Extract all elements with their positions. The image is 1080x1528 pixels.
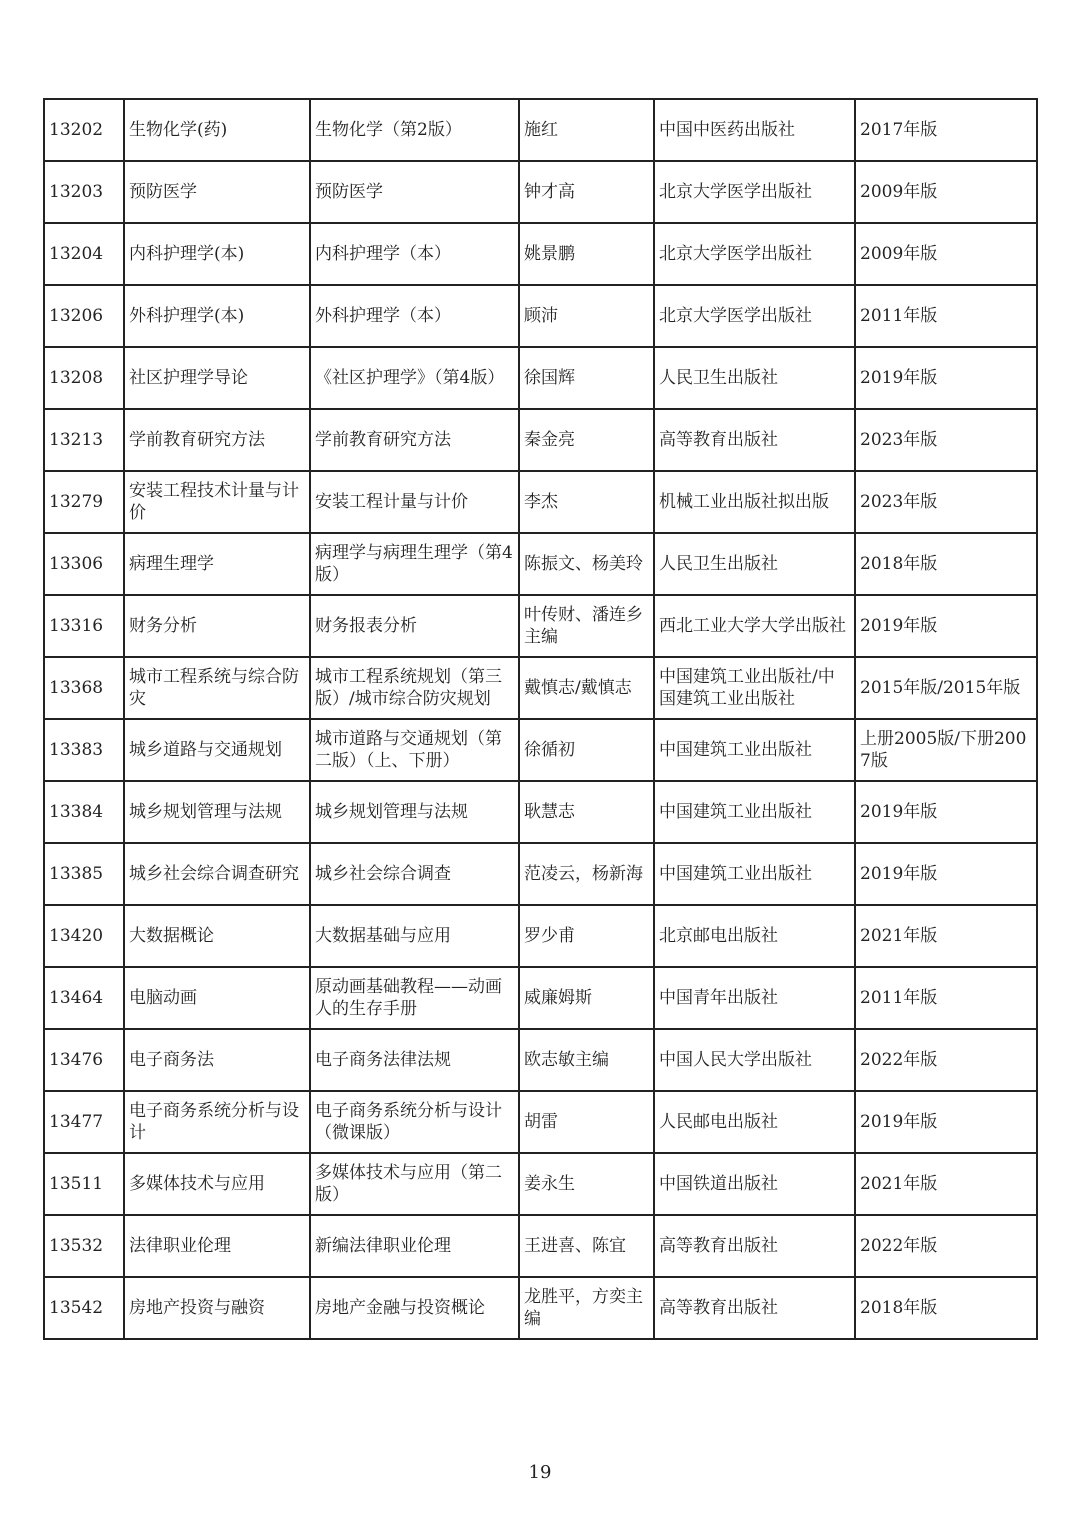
course-name-cell: 社区护理学导论 [124,347,310,409]
table-row [44,409,1037,471]
course-code-cell: 13385 [44,843,124,905]
edition-cell: 2009年版 [855,223,1037,285]
course-code-cell: 13204 [44,223,124,285]
textbook-title-cell: 新编法律职业伦理 [310,1215,519,1277]
publisher-cell: 中国建筑工业出版社 [654,719,855,781]
textbook-title-cell: 电子商务系统分析与设计（微课版） [310,1091,519,1153]
edition-cell: 2023年版 [855,471,1037,533]
edition-cell: 2009年版 [855,161,1037,223]
author-cell: 徐国辉 [519,347,654,409]
author-cell: 欧志敏主编 [519,1029,654,1091]
table-row [44,657,1037,719]
publisher-cell: 人民卫生出版社 [654,533,855,595]
publisher-cell: 人民邮电出版社 [654,1091,855,1153]
author-cell: 耿慧志 [519,781,654,843]
textbook-title-cell: 原动画基础教程——动画人的生存手册 [310,967,519,1029]
author-cell: 范凌云，杨新海 [519,843,654,905]
publisher-cell: 西北工业大学大学出版社 [654,595,855,657]
course-code-cell: 13208 [44,347,124,409]
table-row [44,471,1037,533]
course-code-cell: 13383 [44,719,124,781]
table-body [44,99,1037,1339]
textbook-title-cell: 电子商务法律法规 [310,1029,519,1091]
course-code-cell: 13213 [44,409,124,471]
table-row [44,781,1037,843]
textbook-title-cell: 城市道路与交通规划（第二版）（上、下册） [310,719,519,781]
edition-cell: 2021年版 [855,1153,1037,1215]
course-code-cell: 13464 [44,967,124,1029]
course-code-cell: 13511 [44,1153,124,1215]
edition-cell: 2015年版/2015年版 [855,657,1037,719]
course-code-cell: 13203 [44,161,124,223]
publisher-cell: 中国青年出版社 [654,967,855,1029]
course-name-cell: 城乡道路与交通规划 [124,719,310,781]
course-textbook-table [43,98,1038,1340]
course-name-cell: 法律职业伦理 [124,1215,310,1277]
publisher-cell: 中国人民大学出版社 [654,1029,855,1091]
publisher-cell: 人民卫生出版社 [654,347,855,409]
course-name-cell: 外科护理学(本) [124,285,310,347]
course-name-cell: 学前教育研究方法 [124,409,310,471]
edition-cell: 2018年版 [855,1277,1037,1339]
publisher-cell: 机械工业出版社拟出版 [654,471,855,533]
edition-cell: 2019年版 [855,347,1037,409]
publisher-cell: 高等教育出版社 [654,409,855,471]
author-cell: 王进喜、陈宜 [519,1215,654,1277]
course-name-cell: 电脑动画 [124,967,310,1029]
table-row [44,1215,1037,1277]
author-cell: 顾沛 [519,285,654,347]
course-name-cell: 城市工程系统与综合防灾 [124,657,310,719]
course-code-cell: 13477 [44,1091,124,1153]
author-cell: 胡雷 [519,1091,654,1153]
table-row [44,719,1037,781]
course-code-cell: 13384 [44,781,124,843]
publisher-cell: 北京大学医学出版社 [654,285,855,347]
edition-cell: 2021年版 [855,905,1037,967]
edition-cell: 2019年版 [855,595,1037,657]
table-row [44,285,1037,347]
textbook-title-cell: 房地产金融与投资概论 [310,1277,519,1339]
course-name-cell: 财务分析 [124,595,310,657]
textbook-title-cell: 预防医学 [310,161,519,223]
publisher-cell: 中国中医药出版社 [654,99,855,161]
textbook-title-cell: 多媒体技术与应用（第二版） [310,1153,519,1215]
textbook-title-cell: 《社区护理学》（第4版） [310,347,519,409]
edition-cell: 2011年版 [855,967,1037,1029]
author-cell: 姚景鹏 [519,223,654,285]
textbook-title-cell: 城市工程系统规划（第三版）/城市综合防灾规划 [310,657,519,719]
author-cell: 钟才高 [519,161,654,223]
edition-cell: 2019年版 [855,781,1037,843]
course-code-cell: 13542 [44,1277,124,1339]
edition-cell: 2018年版 [855,533,1037,595]
course-name-cell: 病理生理学 [124,533,310,595]
edition-cell: 2023年版 [855,409,1037,471]
author-cell: 秦金亮 [519,409,654,471]
textbook-title-cell: 外科护理学（本） [310,285,519,347]
publisher-cell: 中国建筑工业出版社 [654,781,855,843]
course-name-cell: 房地产投资与融资 [124,1277,310,1339]
course-name-cell: 预防医学 [124,161,310,223]
publisher-cell: 北京大学医学出版社 [654,161,855,223]
course-code-cell: 13279 [44,471,124,533]
course-code-cell: 13368 [44,657,124,719]
course-code-cell: 13306 [44,533,124,595]
course-name-cell: 大数据概论 [124,905,310,967]
author-cell: 施红 [519,99,654,161]
table-row [44,223,1037,285]
author-cell: 姜永生 [519,1153,654,1215]
table-row [44,1029,1037,1091]
textbook-title-cell: 城乡社会综合调查 [310,843,519,905]
author-cell: 龙胜平，方奕主编 [519,1277,654,1339]
edition-cell: 2022年版 [855,1029,1037,1091]
publisher-cell: 中国建筑工业出版社 [654,843,855,905]
course-code-cell: 13476 [44,1029,124,1091]
publisher-cell: 北京邮电出版社 [654,905,855,967]
publisher-cell: 北京大学医学出版社 [654,223,855,285]
table-row [44,347,1037,409]
course-name-cell: 多媒体技术与应用 [124,1153,310,1215]
textbook-title-cell: 大数据基础与应用 [310,905,519,967]
edition-cell: 2011年版 [855,285,1037,347]
course-code-cell: 13420 [44,905,124,967]
textbook-title-cell: 内科护理学（本） [310,223,519,285]
textbook-title-cell: 安装工程计量与计价 [310,471,519,533]
edition-cell: 上册2005版/下册2007版 [855,719,1037,781]
table-row [44,595,1037,657]
edition-cell: 2019年版 [855,1091,1037,1153]
course-code-cell: 13202 [44,99,124,161]
course-name-cell: 城乡社会综合调查研究 [124,843,310,905]
edition-cell: 2022年版 [855,1215,1037,1277]
course-name-cell: 安装工程技术计量与计价 [124,471,310,533]
table-row [44,1153,1037,1215]
publisher-cell: 中国铁道出版社 [654,1153,855,1215]
course-code-cell: 13206 [44,285,124,347]
table-row [44,533,1037,595]
course-name-cell: 生物化学(药) [124,99,310,161]
author-cell: 陈振文、杨美玲 [519,533,654,595]
table-row [44,905,1037,967]
textbook-title-cell: 城乡规划管理与法规 [310,781,519,843]
table-row [44,843,1037,905]
textbook-title-cell: 生物化学（第2版） [310,99,519,161]
author-cell: 李杰 [519,471,654,533]
publisher-cell: 中国建筑工业出版社/中国建筑工业出版社 [654,657,855,719]
publisher-cell: 高等教育出版社 [654,1277,855,1339]
course-code-cell: 13316 [44,595,124,657]
author-cell: 罗少甫 [519,905,654,967]
author-cell: 叶传财、潘连乡主编 [519,595,654,657]
page-number: 19 [528,1462,552,1483]
table-row [44,967,1037,1029]
textbook-title-cell: 财务报表分析 [310,595,519,657]
publisher-cell: 高等教育出版社 [654,1215,855,1277]
textbook-title-cell: 病理学与病理生理学（第4版） [310,533,519,595]
table-row [44,161,1037,223]
course-name-cell: 电子商务法 [124,1029,310,1091]
table-row [44,99,1037,161]
textbook-title-cell: 学前教育研究方法 [310,409,519,471]
course-name-cell: 电子商务系统分析与设计 [124,1091,310,1153]
author-cell: 威廉姆斯 [519,967,654,1029]
table-row [44,1277,1037,1339]
course-name-cell: 内科护理学(本) [124,223,310,285]
author-cell: 戴慎志/戴慎志 [519,657,654,719]
edition-cell: 2017年版 [855,99,1037,161]
course-code-cell: 13532 [44,1215,124,1277]
course-name-cell: 城乡规划管理与法规 [124,781,310,843]
edition-cell: 2019年版 [855,843,1037,905]
table-row [44,1091,1037,1153]
author-cell: 徐循初 [519,719,654,781]
